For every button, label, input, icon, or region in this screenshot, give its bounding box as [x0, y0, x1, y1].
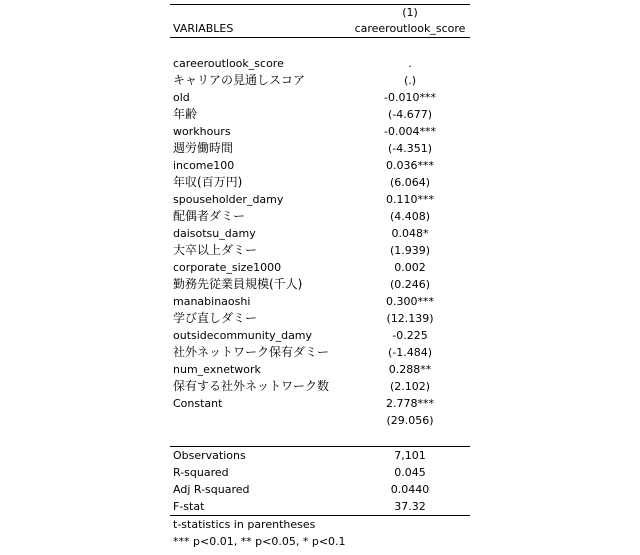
table-row [170, 310, 470, 327]
table-row [170, 242, 470, 259]
row-label: spouseholder_damy [173, 193, 284, 206]
table-row [170, 55, 470, 72]
row-value: (-4.351) [387, 142, 433, 155]
row-value: 7,101 [394, 449, 426, 462]
row-value: 0.288** [388, 363, 432, 376]
row-value: (1.939) [389, 244, 431, 257]
row-value: 0.300*** [386, 295, 434, 308]
column-number: (1) [402, 6, 418, 19]
row-value: 0.048* [391, 227, 429, 240]
row-value: 37.32 [394, 500, 426, 513]
row-value: (.) [403, 74, 417, 87]
row-value: (2.102) [389, 380, 431, 393]
row-label: num_exnetwork [173, 363, 261, 376]
row-label: 大卒以上ダミー [173, 243, 258, 257]
row-label: outsidecommunity_damy [173, 329, 313, 342]
table-row [170, 378, 470, 395]
table-row [170, 208, 470, 225]
row-label: Constant [173, 397, 223, 410]
row-label: daisotsu_damy [173, 227, 256, 240]
table-row [170, 89, 470, 106]
table-row [170, 259, 470, 276]
row-label: 週労働時間 [173, 141, 234, 155]
table-row [170, 464, 470, 481]
table-row [170, 293, 470, 310]
table-row [170, 412, 470, 429]
table-row [170, 344, 470, 361]
note-line-2: *** p<0.01, ** p<0.05, * p<0.1 [173, 535, 346, 548]
table-row [170, 106, 470, 123]
row-value: 0.036*** [386, 159, 434, 172]
table-row [170, 361, 470, 378]
table-row [170, 327, 470, 344]
row-value: 0.0440 [390, 483, 430, 496]
row-value: 2.778*** [386, 397, 434, 410]
row-label: corporate_size1000 [173, 261, 282, 274]
table-row [170, 157, 470, 174]
row-label: F-stat [173, 500, 205, 513]
table-row [170, 123, 470, 140]
row-label: 学び直しダミー [173, 311, 258, 325]
header-number-row [170, 5, 470, 21]
table-row [170, 498, 470, 515]
column-name: careeroutlook_score [354, 22, 466, 35]
row-value: (4.408) [389, 210, 431, 223]
note-tstat [170, 516, 470, 533]
row-label: 社外ネットワーク保有ダミー [173, 345, 330, 359]
row-value: (-4.677) [387, 108, 433, 121]
row-label: income100 [173, 159, 235, 172]
table-row [170, 447, 470, 464]
table-row [170, 191, 470, 208]
row-value: 0.045 [394, 466, 426, 479]
row-label: 勤務先従業員規模(千人) [173, 277, 303, 291]
row-value: -0.010*** [384, 91, 436, 104]
row-label: キャリアの見通しスコア [173, 73, 306, 87]
row-label: Adj R-squared [173, 483, 250, 496]
row-label: careeroutlook_score [173, 57, 284, 70]
row-value: (12.139) [386, 312, 434, 325]
spacer [170, 38, 470, 55]
table-row [170, 395, 470, 412]
row-label: 年収(百万円) [173, 175, 243, 189]
row-label: manabinaoshi [173, 295, 251, 308]
table-row [170, 225, 470, 242]
stats-rows [170, 447, 470, 515]
table-row [170, 481, 470, 498]
table-row [170, 174, 470, 191]
row-value: 0.110*** [386, 193, 434, 206]
row-value: (0.246) [389, 278, 431, 291]
row-label: workhours [173, 125, 231, 138]
row-value: -0.004*** [384, 125, 436, 138]
variables-label: VARIABLES [173, 22, 234, 35]
row-value: (-1.484) [387, 346, 433, 359]
row-value: (29.056) [386, 414, 434, 427]
table-row [170, 140, 470, 157]
row-label: old [173, 91, 190, 104]
row-label: Observations [173, 449, 246, 462]
spacer [170, 429, 470, 446]
regression-table [170, 4, 470, 550]
row-label: 年齢 [173, 107, 198, 121]
row-label: 配偶者ダミー [173, 209, 246, 223]
row-value: -0.225 [392, 329, 428, 342]
note-significance [170, 533, 470, 550]
row-label: R-squared [173, 466, 229, 479]
note-line-1: t-statistics in parentheses [173, 518, 316, 531]
table-row [170, 276, 470, 293]
row-value: . [408, 57, 412, 70]
coefficient-rows [170, 55, 470, 429]
row-value: (6.064) [389, 176, 431, 189]
row-value: 0.002 [394, 261, 426, 274]
table-row [170, 72, 470, 89]
row-label: 保有する社外ネットワーク数 [173, 379, 330, 393]
header-name-row [170, 21, 470, 37]
